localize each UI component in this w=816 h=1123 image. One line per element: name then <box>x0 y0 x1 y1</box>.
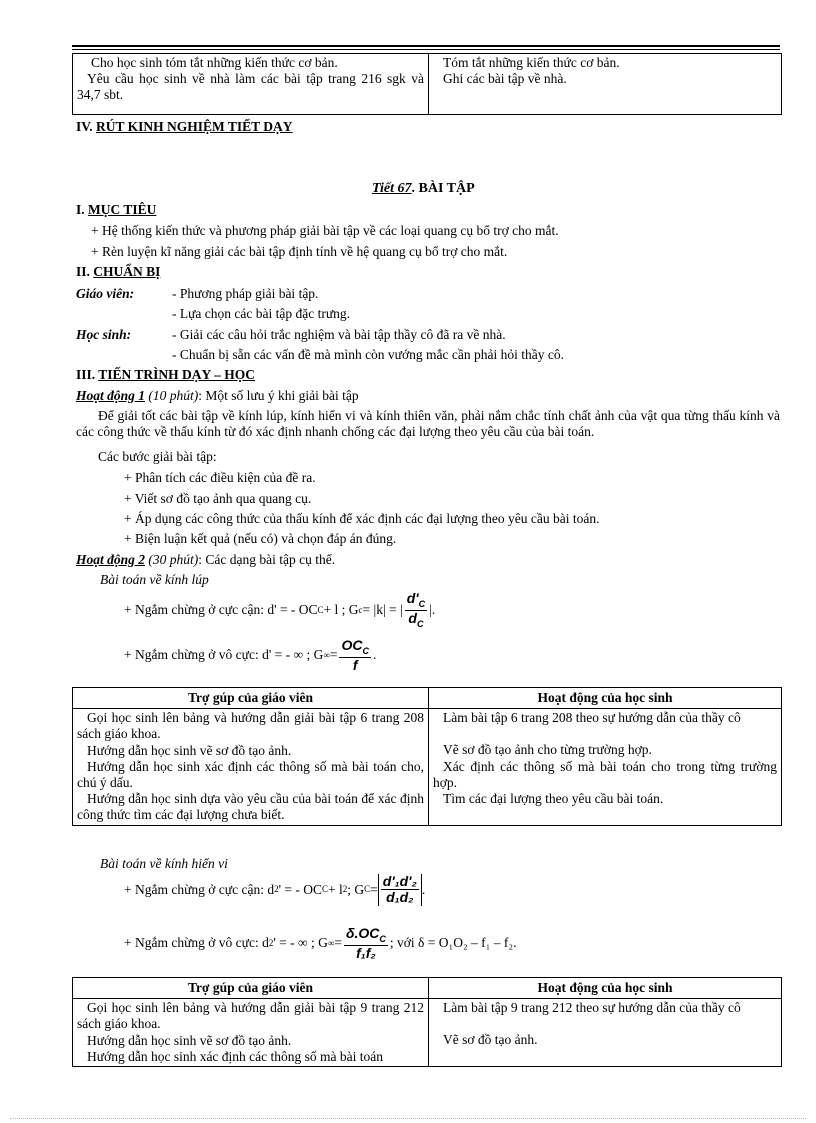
student-item: - Chuẩn bị sẵn các vấn đề mà mình còn vướng mắc cần phải hỏi thầy cô. <box>172 347 564 362</box>
fraction <box>381 874 419 906</box>
absolute-value <box>378 874 422 906</box>
fraction-denominator <box>405 611 427 630</box>
student-line: Xác định các thông số mà bài toán cho trong từng trường hợp. <box>433 758 777 790</box>
formula-sub: 2 <box>268 938 274 949</box>
teacher-line: Gọi học sinh lên bảng và hướng dẫn giải bài tập 9 trang 212 sách giáo khoa. <box>77 1000 424 1032</box>
den-text: d <box>408 609 417 626</box>
teacher-cell <box>73 709 429 825</box>
top-right-line: Tóm tắt những kiến thức cơ bản. <box>443 55 620 70</box>
section-iv-heading <box>76 119 293 135</box>
activity-time: (30 phút) <box>145 552 199 567</box>
teacher-line: Hướng dẫn học sinh vẽ sơ đồ tạo ảnh. <box>87 742 292 758</box>
student-cell <box>429 709 782 825</box>
page-bottom-border <box>10 1118 806 1119</box>
formula-text: . <box>372 647 377 663</box>
num-sub: C <box>418 598 426 609</box>
fraction-numerator <box>339 638 371 658</box>
step-item: + Áp dụng các công thức của thấu kính để xác định các đại lượng theo yêu cầu bài toán. <box>124 511 600 526</box>
num-sub: C <box>379 933 386 944</box>
activity-time: (10 phút) <box>145 388 199 403</box>
fraction-denominator: f₁f₂ <box>356 944 376 961</box>
formula-text: = <box>329 647 338 663</box>
step-item: + Viết sơ đồ tạo ảnh qua quang cụ. <box>124 491 312 506</box>
formula-sub: C <box>317 604 324 615</box>
loupe-formula-infinity <box>124 638 376 673</box>
formula-sub: C <box>322 884 329 895</box>
section-ii-heading <box>76 264 160 280</box>
student-item: - Giải các câu hỏi trắc nghiệm và bài tập thầy cô đã ra về nhà. <box>172 327 506 342</box>
step-item: + Biện luận kết quả (nếu có) và chọn đáp án đúng. <box>124 531 397 546</box>
lesson-label: Tiết 67 <box>372 181 412 196</box>
student-cell <box>429 999 782 1067</box>
teacher-label: Giáo viên: <box>76 286 135 301</box>
den-text: f <box>352 656 358 673</box>
formula-sub: 2 <box>274 884 279 895</box>
section-title: MỤC TIÊU <box>88 202 157 217</box>
lesson-title <box>372 181 475 198</box>
teacher-line: Hướng dẫn học sinh xác định các thông số mà bài toán <box>87 1048 384 1064</box>
formula-text: ' = - OC <box>278 881 323 897</box>
section-number: I. <box>76 202 85 217</box>
formula-sub: ∞ <box>327 938 335 949</box>
student-label: Học sinh: <box>76 327 132 342</box>
fraction-numerator: d'₁d'₂ <box>382 873 417 889</box>
teacher-line: Gọi học sinh lên bảng và hướng dẫn giải bài tập 6 trang 208 sách giáo khoa. <box>77 710 424 742</box>
activity-table-microscope <box>72 977 782 1067</box>
formula-text: = |k| = | <box>362 602 403 618</box>
formula-text: |. <box>429 602 436 618</box>
microscope-formula-near <box>124 874 425 906</box>
formula-text: ; G <box>347 881 365 897</box>
section-number: III. <box>76 367 96 382</box>
steps-title: Các bước giải bài tập: <box>98 449 217 464</box>
table-header: Hoạt động của học sinh <box>429 688 782 709</box>
teacher-item: - Lựa chọn các bài tập đặc trưng. <box>172 306 351 321</box>
student-line: Tìm các đại lượng theo yêu cầu bài toán. <box>443 790 664 806</box>
loupe-title: Bài toán về kính lúp <box>100 572 209 587</box>
activity-1-paragraph: Để giải tốt các bài tập về kính lúp, kính hiển vi và kính thiên văn, phải nắm chắc tính chất ảnh của vật qua từng thấu kính và các công thức về thấu kính từ đó xác định nhanh chống các đại lượng theo yêu cầu của bài toán. <box>76 408 780 440</box>
formula-text: + l ; G <box>323 602 359 618</box>
formula-text: = <box>370 881 378 897</box>
formula-text: + Ngắm chừng ở cực cận: d' = - OC <box>124 602 318 618</box>
formula-text: + Ngắm chừng ở cực cận: d <box>124 881 275 897</box>
section-i-heading <box>76 202 156 218</box>
section-number: IV. <box>76 119 93 134</box>
activity-table-loupe <box>72 687 782 826</box>
teacher-cell <box>73 999 429 1067</box>
section-title: RÚT KINH NGHIỆM TIẾT DẠY <box>96 119 293 134</box>
section-number: II. <box>76 264 90 279</box>
num-text: OC <box>341 637 363 653</box>
formula-sub: ∞ <box>323 650 330 661</box>
loupe-formula-near <box>124 591 435 629</box>
student-line: Làm bài tập 9 trang 212 theo sự hướng dẫn của thầy cô <box>443 1000 741 1016</box>
formula-text: + l <box>328 881 343 897</box>
table-header: Trợ gúp của giáo viên <box>73 978 429 999</box>
formula-sub: 2 <box>342 884 348 895</box>
objective-item: + Rèn luyện kĩ năng giải các bài tập định tính về hệ quang cụ bổ trợ cho mắt. <box>91 244 508 259</box>
formula-sub: c <box>358 604 363 615</box>
fraction-denominator: d₁d₂ <box>386 889 414 906</box>
top-table-left-cell <box>73 54 429 115</box>
top-left-line: Cho học sinh tóm tắt những kiến thức cơ bản. <box>91 55 338 70</box>
formula-text: . <box>421 881 426 897</box>
activity-title: : Các dạng bài tập cụ thể. <box>198 552 336 567</box>
activity-2-heading <box>76 552 335 568</box>
top-left-line: Yêu cầu học sinh về nhà làm các bài tập trang 216 sgk và 34,7 sbt. <box>77 71 424 103</box>
den-sub: C <box>416 618 424 629</box>
fraction-numerator <box>405 591 427 611</box>
teacher-item: - Phương pháp giải bài tập. <box>172 286 319 301</box>
section-title: CHUẨN BỊ <box>93 264 161 279</box>
formula-sub: C <box>364 884 371 895</box>
teacher-line: Hướng dẫn học sinh xác định các thông số mà bài toán cho, chú ý dấu. <box>77 758 424 790</box>
formula-text: ; với δ = O₁O₂ – f₁ – f₂. <box>389 935 517 951</box>
num-text: d' <box>406 590 419 606</box>
lesson-title-text: . BÀI TẬP <box>411 181 475 196</box>
microscope-title: Bài toán về kính hiển vi <box>100 856 228 871</box>
activity-1-heading <box>76 388 359 404</box>
table-header: Trợ gúp của giáo viên <box>73 688 429 709</box>
objective-item: + Hệ thống kiến thức và phương pháp giải bài tập về các loại quang cụ bổ trợ cho mắt. <box>91 223 559 238</box>
microscope-formula-infinity <box>124 926 516 961</box>
num-sub: C <box>362 645 369 656</box>
fraction-numerator <box>344 926 388 946</box>
teacher-line: Hướng dẫn học sinh dựa vào yêu cầu của bài toán để xác định công thức tìm các đại lượng chưa biết. <box>77 791 424 823</box>
teacher-line: Hướng dẫn học sinh vẽ sơ đồ tạo ảnh. <box>87 1032 292 1048</box>
formula-text: ' = - ∞ ; G <box>273 935 328 951</box>
student-line: Vẽ sơ đồ tạo ảnh cho từng trường hợp. <box>443 742 652 758</box>
header-rule <box>72 45 780 47</box>
num-text: δ.OC <box>345 925 380 941</box>
section-title: TIẾN TRÌNH DẠY – HỌC <box>98 367 256 382</box>
formula-text: + Ngắm chừng ở vô cực: d' = - ∞ ; G <box>124 647 324 663</box>
student-line: Vẽ sơ đồ tạo ảnh. <box>443 1032 538 1048</box>
activity-label: Hoạt động 2 <box>76 552 146 567</box>
table-header: Hoạt động của học sinh <box>429 978 782 999</box>
header-rule-thin <box>72 49 780 50</box>
top-right-line: Ghi các bài tập về nhà. <box>443 71 567 87</box>
top-table <box>72 53 782 115</box>
fraction <box>405 591 427 629</box>
step-item: + Phân tích các điều kiện của đề ra. <box>124 470 316 485</box>
activity-title: : Một số lưu ý khi giải bài tập <box>198 388 359 403</box>
fraction-denominator <box>339 658 371 673</box>
formula-text: = <box>334 935 342 951</box>
fraction <box>339 638 371 673</box>
formula-text: + Ngắm chừng ở vô cực: d <box>124 935 269 951</box>
section-iii-heading <box>76 367 255 383</box>
fraction <box>344 926 388 961</box>
top-table-right-cell <box>429 54 782 115</box>
student-line: Làm bài tập 6 trang 208 theo sự hướng dẫn của thầy cô <box>443 710 741 726</box>
activity-label: Hoạt động 1 <box>76 388 146 403</box>
